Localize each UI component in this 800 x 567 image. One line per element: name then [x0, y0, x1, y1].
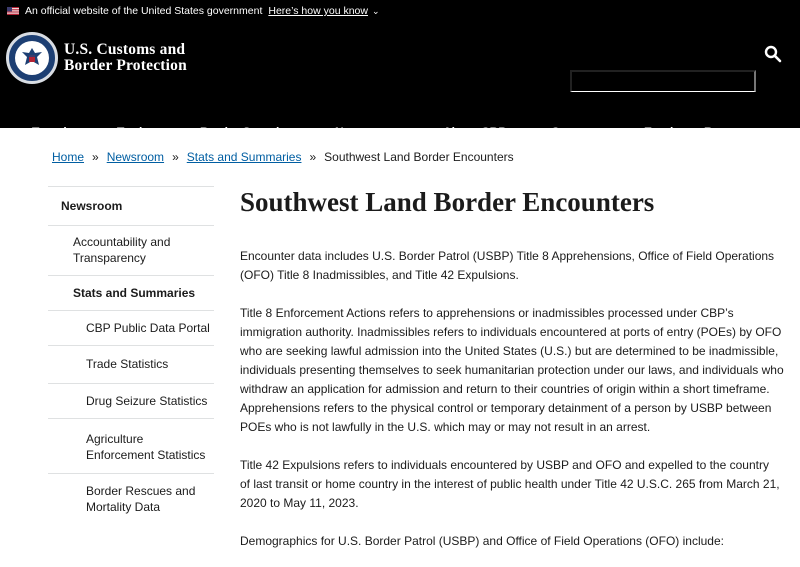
agency-name-line2: Border Protection — [64, 57, 187, 74]
paragraph-title8-actions: Title 8 Enforcement Actions refers to apprehensions or inadmissibles processed under CBP’s immigration authority. Inadmissibles refers to individuals encountered at ports of entry (POEs) by OFO who are seeking lawful admission into the United States (U.S.) but are determined to be inadmissible, individuals presenting themselves to seek humanitarian protection under our laws, and individuals who withdraw an application for admission and return to their countries of origin within a short timeframe. Apprehensions refers to the physical control or temporary detainment of a person by USBP between POEs who is not lawfully in the U.S. which may or may not result in an arrest. — [240, 306, 784, 434]
cbp-seal-logo[interactable] — [6, 32, 58, 84]
chevron-down-icon: ⌄ — [512, 127, 522, 137]
breadcrumb — [52, 150, 514, 164]
breadcrumb-home[interactable]: Home — [52, 150, 85, 164]
sidebar-item-agriculture-enforcement[interactable]: Agriculture Enforcement Statistics — [48, 418, 214, 473]
nav-item-employee-resources[interactable] — [644, 118, 779, 150]
breadcrumb-separator: » — [172, 150, 179, 164]
sidebar-item-stats-and-summaries[interactable]: Stats and Summaries — [48, 275, 214, 310]
nav-label: Newsroom — [335, 125, 397, 139]
nav-item-travel[interactable] — [32, 118, 80, 150]
sidebar-item-trade-statistics[interactable]: Trade Statistics — [48, 345, 214, 383]
chevron-down-icon: ⌄ — [402, 127, 412, 137]
nav-item-about-cbp[interactable] — [443, 118, 520, 150]
chevron-down-icon: ⌄ — [72, 127, 82, 137]
nav-label: Travel — [32, 125, 67, 139]
official-gov-banner — [0, 0, 800, 22]
paragraph-title42-expulsions: Title 42 Expulsions refers to individuals encountered by USBP and OFO and expelled to the country of last transit or home country in the interest of public health under Title 42 U.S.C. 265 from March 21, 2020 to May 11, 2023. — [240, 458, 780, 510]
sidebar-nav — [48, 186, 214, 524]
nav-item-trade[interactable] — [117, 118, 163, 150]
nav-item-border-security[interactable] — [200, 118, 304, 150]
nav-label: Employee Resources — [644, 125, 766, 139]
breadcrumb-separator: » — [92, 150, 99, 164]
sidebar-item-border-rescues[interactable]: Border Rescues and Mortality Data — [48, 473, 214, 524]
nav-label: Trade — [117, 125, 150, 139]
search-icon[interactable] — [764, 45, 782, 63]
us-flag-icon — [7, 7, 19, 15]
sidebar-item-accountability[interactable]: Accountability and Transparency — [48, 225, 214, 275]
breadcrumb-newsroom[interactable]: Newsroom — [106, 150, 165, 164]
site-header — [0, 22, 800, 139]
sidebar-item-drug-seizure-statistics[interactable]: Drug Seizure Statistics — [48, 383, 214, 418]
agency-name-line1: U.S. Customs and — [64, 41, 186, 58]
sidebar-item-newsroom[interactable]: Newsroom — [48, 186, 214, 225]
chevron-down-icon: ⌄ — [296, 127, 305, 137]
paragraph-encounter-data: Encounter data includes U.S. Border Patrol (USBP) Title 8 Apprehensions, Office of Field Operations (OFO) Title 8 Inadmissibles, and Title 42 Expulsions. — [240, 249, 775, 282]
paragraph-demographics: Demographics for U.S. Border Patrol (USBP) and Office of Field Operations (OFO) include: — [240, 534, 724, 548]
how-you-know-link[interactable]: Here’s how you know — [268, 5, 368, 17]
breadcrumb-stats-and-summaries[interactable]: Stats and Summaries — [186, 150, 302, 164]
agency-name[interactable] — [64, 42, 187, 74]
nav-label: About CBP — [443, 125, 507, 139]
breadcrumb-current: Southwest Land Border Encounters — [324, 150, 514, 164]
chevron-down-icon: ⌄ — [601, 127, 611, 137]
nav-item-careers[interactable] — [551, 118, 609, 150]
page-title: Southwest Land Border Encounters — [240, 187, 655, 217]
eagle-icon — [19, 45, 45, 71]
search-input[interactable] — [570, 70, 756, 92]
breadcrumb-separator: » — [309, 150, 317, 164]
main-content — [240, 186, 785, 548]
chevron-down-icon[interactable]: ⌄ — [371, 5, 380, 16]
sidebar-item-public-data-portal[interactable]: CBP Public Data Portal — [48, 310, 214, 345]
chevron-down-icon: ⌄ — [155, 127, 164, 137]
nav-label: Border Security — [200, 125, 291, 139]
nav-label: Careers — [551, 125, 596, 139]
official-site-text: An official website of the United States government — [25, 5, 263, 17]
chevron-down-icon: ⌄ — [771, 127, 781, 137]
main-nav — [0, 118, 800, 150]
nav-item-newsroom[interactable] — [335, 118, 410, 150]
